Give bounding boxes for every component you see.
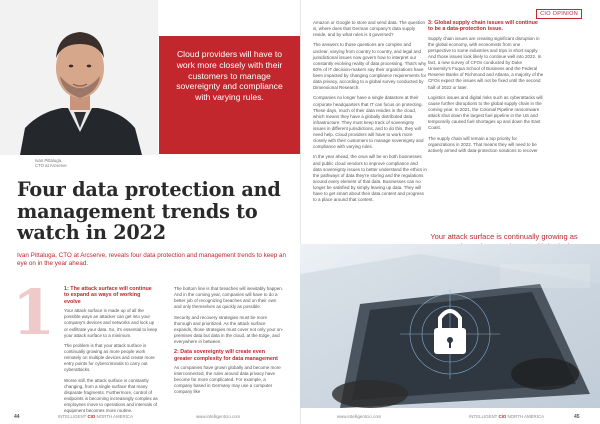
paragraph: Security and recovery strategies must be more thorough and prioritized. As the attack surface expands, those strategies must cover not only your on-premises data but data in the cloud, at the Edge, and everywhere in between. xyxy=(174,314,284,344)
section-3-heading: 3: Global supply chain issues will continue to be a data-protection issue. xyxy=(428,20,538,33)
photo-caption xyxy=(35,158,67,168)
article-intro: Ivan Pittaluga, CTO at Arcserve, reveals four data protection and management trends to keep an eye on in the year ahead. xyxy=(17,252,287,267)
right-column-1 xyxy=(313,20,427,207)
paragraph: The answers to those questions are complex and unclear, varying from country to country, and legal and jurisdictional issues now govern how to interpret our constantly evolving reality of data processing. That's why 60% of IT decision-makers say their organizations have been impacted by changing compliance requirements for data privacy, according to a global survey conducted by Dimensional Research. xyxy=(313,42,427,91)
paragraph: The supply chain will remain a top priority for organizations in 2022. That means they will need to be actively armed with data-protection solutions to recover xyxy=(428,135,538,153)
left-column-2 xyxy=(174,286,284,400)
left-column-1 xyxy=(64,286,158,418)
footer-issue-right: INTELLIGENT CIO NORTH AMERICA xyxy=(469,414,545,419)
paragraph: Companies no longer have a single datastore at their corporate headquarters that IT can focus on protecting. These days, much of their data resides in the cloud, which means they have a globally distributed data infrastructure. They must keep track of sovereignty issues in different jurisdictions, and to do this, they will need help. Cloud providers will have to work more closely with their customers to manage sovereignty and compliance with varying rules. xyxy=(313,95,424,150)
author-photo xyxy=(0,0,158,155)
page-number-left: 44 xyxy=(14,414,20,420)
footer-url-right[interactable]: www.intelligentcio.com xyxy=(337,414,382,419)
paragraph: The bottom line is that breaches will inevitably happen. And in the coming year, companies will have to do a better job of recognizing breaches and on their own and only themselves as quickly as possible. xyxy=(174,286,284,310)
section-1-heading: 1: The attack surface will continue to expand as ways of working evolve xyxy=(64,286,152,305)
paragraph: Logistics issues and digital risks such as cyberattacks will cause further disruptions to the global supply chain in the coming year. In 2021, the Colonial Pipeline ransomware attack shut down the largest fuel pipeline in the US and temporarily caused fuel shortages up and down the East Coast. xyxy=(428,94,543,131)
pull-quote: Your attack surface is continually growing as xyxy=(430,232,578,241)
caption-title: CTO at Arcserve xyxy=(35,163,67,169)
quote-text: Cloud providers will have to work more closely with their customers to manage sovereignty and compliance with varying rules. xyxy=(176,49,283,103)
section-2-heading: 2: Data sovereignty will create even greater complexity for data management xyxy=(174,349,278,362)
footer-issue-left: INTELLIGENT CIO NORTH AMERICA xyxy=(58,414,134,419)
paragraph: Your attack surface is made up of all the possible ways an attacker can get into your company's devices and networks and lock up or exfiltrate your data. So, it's essential to keep your attack surface to a minimum. xyxy=(64,308,158,338)
caption-name: Ivan Pittaluga, xyxy=(35,158,63,163)
quote-box xyxy=(159,36,300,154)
paragraph: Supply chain issues are creating significant disruption in the global economy, with economists from one perspective to some industries and trips in short supply. And those issues look likely to continue well into 2022. In fact, a new survey of CFOs conducted by Duke University's Fuqua School of Business and the Federal Reserve Banks of Richmond and Atlanta, a majority of the CFOs expect the issues will not be fixed until the second half of 2022 or later. xyxy=(428,35,544,90)
footer-right xyxy=(301,408,600,424)
footer-url-left[interactable]: www.intelligentcio.com xyxy=(196,414,241,419)
page-number-right: 45 xyxy=(574,414,580,420)
paragraph: In the year ahead, the onus will be on both businesses and public cloud vendors to improve compliance and data sovereignty issues to better understand the ethics in the pathways of data they're storing and the regulations around every element of that data. Businesses can no longer be satisfied by simply leaving up data. They will have to get smart about their data content and progress to a place around that content. xyxy=(313,154,427,203)
paragraph: As companies have grown globally and become more interconnected, the rules around data privacy have become far more complicated. For example, a company based in Germany may use a computer company like xyxy=(174,365,281,395)
section-tag-right: CIO OPINION xyxy=(536,9,582,19)
right-column-2 xyxy=(428,20,544,158)
footer-left xyxy=(0,408,300,424)
article-headline: Four data protection and management trends to watch in 2022 xyxy=(17,178,281,244)
laptop-lock-image xyxy=(300,244,600,408)
drop-number: 1 xyxy=(12,276,56,349)
paragraph: Amazon or Google to store and send data. The question is, where does that German company's data supply reside, and by what rules is it governed? xyxy=(313,20,425,38)
paragraph: The problem is that your attack surface is continually growing as more people work remotely on multiple devices and create more entry points for cybercriminals to carry out cyberattacks. xyxy=(64,342,155,373)
paragraph: Worse still, the attack surface is constantly changing, from a single surface that many disparate fragments. Furthermore, control of endpoints is becoming increasingly complex as employees move to operations and intervals of equipment becomes more routine. xyxy=(64,377,158,413)
